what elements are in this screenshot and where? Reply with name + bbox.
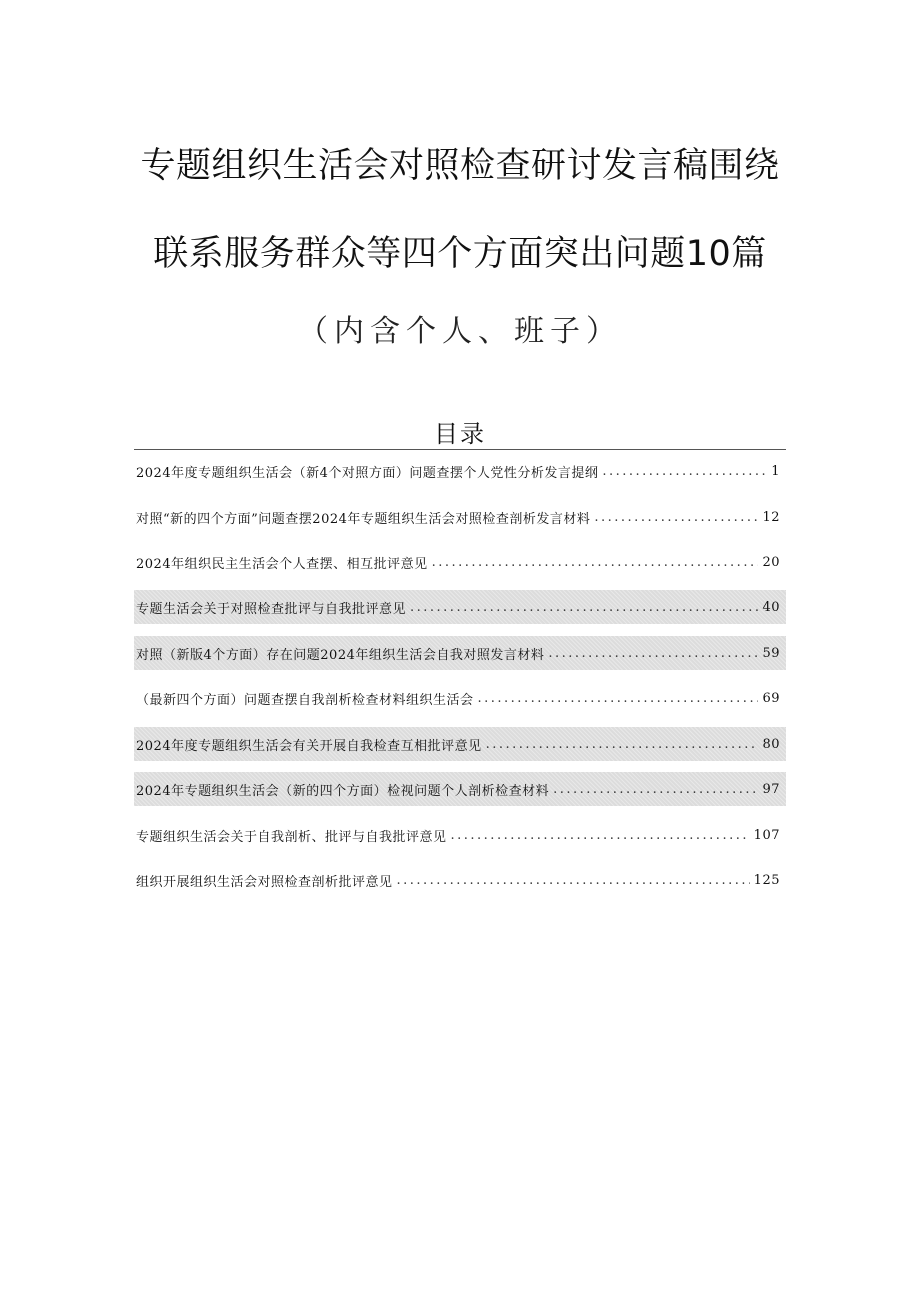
toc-entry-title: 组织开展组织生活会对照检查剖析批评意见	[136, 874, 393, 890]
toc-entry[interactable]	[134, 636, 786, 670]
document-title-line-1: 专题组织生活会对照检查研讨发言稿围绕	[140, 146, 780, 186]
toc-leader-dots	[553, 782, 758, 797]
toc-heading: 目录	[434, 420, 486, 448]
toc-leader-dots	[410, 600, 758, 615]
toc-entry-title: 2024年度专题组织生活会（新4个对照方面）问题查摆个人党性分析发言提纲	[136, 465, 599, 481]
toc-leader-dots	[486, 737, 759, 752]
toc-entry[interactable]	[134, 772, 786, 806]
toc-entry[interactable]	[134, 500, 786, 534]
toc-entry-page: 107	[753, 827, 780, 843]
toc-divider	[134, 449, 786, 450]
toc-entry-page: 40	[762, 599, 780, 615]
toc-entry[interactable]	[134, 818, 786, 852]
toc-entry-title: 2024年专题组织生活会（新的四个方面）检视问题个人剖析检查材料	[136, 783, 550, 799]
toc-leader-dots	[548, 646, 758, 661]
toc-entry-title: 专题组织生活会关于自我剖析、批评与自我批评意见	[136, 829, 447, 845]
document-subtitle: （内含个人、班子）	[298, 314, 622, 349]
toc-entry-page: 12	[762, 509, 780, 525]
toc-leader-dots	[397, 873, 750, 888]
toc-leader-dots	[478, 691, 759, 706]
toc-leader-dots	[451, 828, 750, 843]
toc-entry-page: 80	[762, 736, 780, 752]
toc-entry-title: 2024年度专题组织生活会有关开展自我检查互相批评意见	[136, 738, 482, 754]
toc-entry-title: 对照（新版4个方面）存在问题2024年组织生活会自我对照发言材料	[136, 647, 545, 663]
toc-entry[interactable]	[134, 454, 786, 488]
toc-entry-page: 69	[762, 690, 780, 706]
toc-entry-page: 59	[762, 645, 780, 661]
document-title-line-2: 联系服务群众等四个方面突出问题10篇	[153, 234, 767, 274]
toc-entry-title: 2024年组织民主生活会个人查摆、相互批评意见	[136, 556, 428, 572]
toc-entry-title: 专题生活会关于对照检查批评与自我批评意见	[136, 601, 407, 617]
toc-entry[interactable]	[134, 863, 786, 897]
toc-entry[interactable]	[134, 545, 786, 579]
toc-leader-dots	[602, 464, 767, 479]
toc-entry-title: 对照“新的四个方面”问题查摆2024年专题组织生活会对照检查剖析发言材料	[136, 511, 591, 527]
toc-leader-dots	[432, 555, 759, 570]
toc-entry-page: 125	[753, 872, 780, 888]
toc-entry-title: （最新四个方面）问题查摆自我剖析检查材料组织生活会	[136, 692, 474, 708]
toc-entry[interactable]	[134, 727, 786, 761]
toc-entry[interactable]	[134, 681, 786, 715]
toc-leader-dots	[594, 510, 758, 525]
toc-entry-page: 97	[762, 781, 780, 797]
toc-entry-page: 20	[762, 554, 780, 570]
toc-entry-page: 1	[771, 463, 780, 479]
toc-entry[interactable]	[134, 590, 786, 624]
